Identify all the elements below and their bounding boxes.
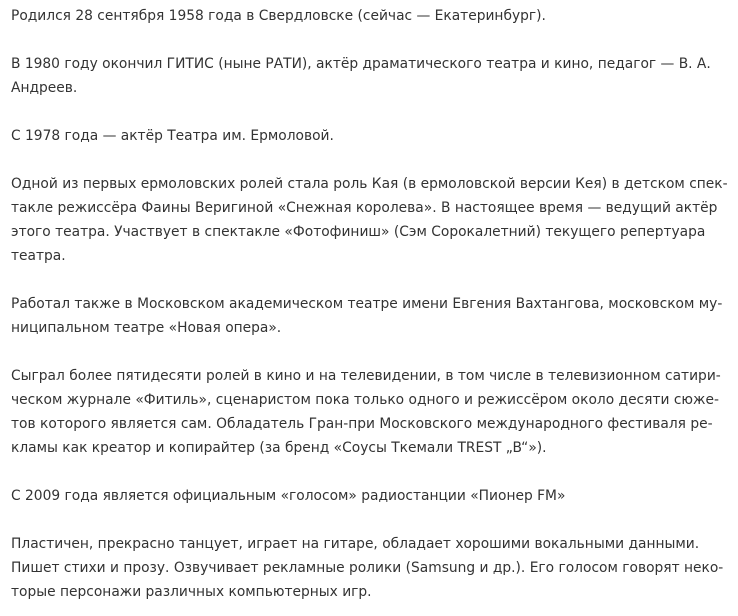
text-line: Работал также в Московском академическом театре имени Евгения Вахтангова, московском му- <box>11 296 723 312</box>
text-line: Пластичен, прекрасно танцует, играет на гитаре, обладает хорошими вокальными данными. <box>11 536 700 552</box>
text-line: кламы как креатор и копирайтер (за бренд «Соусы Ткемали TREST „B“»). <box>11 440 547 456</box>
article-body <box>11 4 726 604</box>
paragraph-education <box>11 52 726 100</box>
text-line: такле режиссёра Фаины Веригиной «Снежная королева». В настоящее время — ведущий актёр <box>11 200 718 216</box>
text-line: тов которого является сам. Обладатель Гран-при Московского международного фестиваля ре- <box>11 416 713 432</box>
text-line: ческом журнале «Фитиль», сценаристом пока только одного и режиссёром около десяти сюже- <box>11 392 719 408</box>
text-line: ниципальном театре «Новая опера». <box>11 320 282 336</box>
text-line: С 1978 года — актёр Театра им. Ермоловой. <box>11 128 334 144</box>
text-line: Пишет стихи и прозу. Озвучивает рекламные ролики (Samsung и др.). Его голосом говорят неко- <box>11 560 724 576</box>
paragraph-radio <box>11 484 726 508</box>
text-line: Андреев. <box>11 80 78 96</box>
text-line: Одной из первых ермоловских ролей стала роль Кая (в ермоловской версии Кея) в детском спек- <box>11 176 728 192</box>
text-line: Сыграл более пятидесяти ролей в кино и на телевидении, в том числе в телевизионном сатири- <box>11 368 721 384</box>
text-line: этого театра. Участвует в спектакле «Фотофиниш» (Сэм Сорокалетний) текущего репертуара <box>11 224 706 240</box>
paragraph-film-tv <box>11 364 726 460</box>
paragraph-other-theatres <box>11 292 726 340</box>
text-line: Родился 28 сентября 1958 года в Свердловске (сейчас — Екатеринбург). <box>11 8 546 24</box>
text-line: торые персонажи различных компьютерных игр. <box>11 584 372 600</box>
paragraph-birth <box>11 4 726 28</box>
text-line: театра. <box>11 248 66 264</box>
text-line: С 2009 года является официальным «голосом» радиостанции «Пионер FM» <box>11 488 566 504</box>
paragraph-theatre-start <box>11 124 726 148</box>
paragraph-roles <box>11 172 726 268</box>
text-line: В 1980 году окончил ГИТИС (ныне РАТИ), актёр драматического театра и кино, педагог — В. А. <box>11 56 711 72</box>
paragraph-skills <box>11 532 726 604</box>
